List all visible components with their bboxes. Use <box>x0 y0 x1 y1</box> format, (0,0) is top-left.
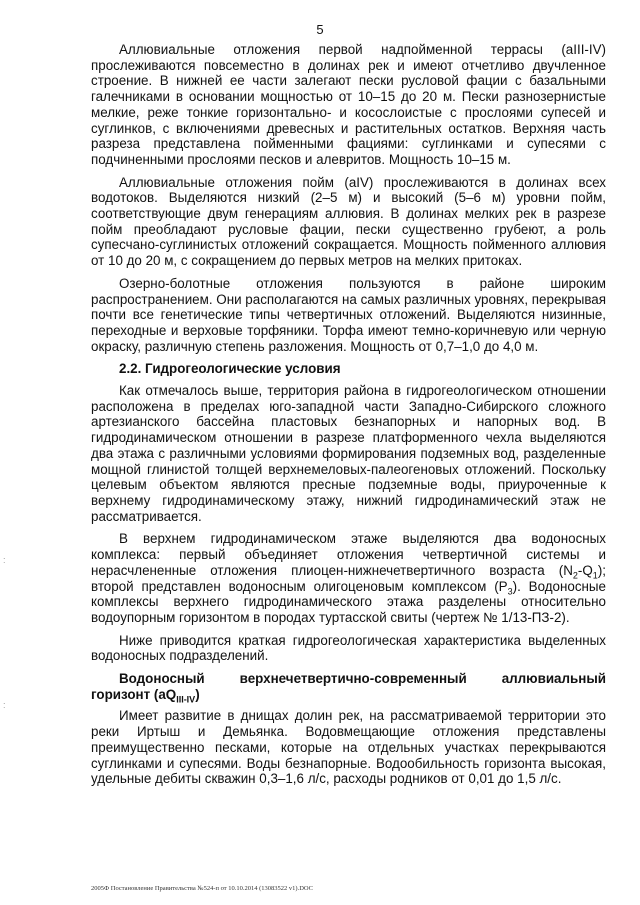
text-run: Аллювиальные отложения первой надпойменной террасы (aIII-IV) прослеживаются повсеместно в долинах рек и имеют отчетливо двучленное строение. В нижней ее части залегают пески русловой фации с базальными галечниками в основании мощностью от 10–15 до 20 м. Пески разнозернистые мелкие, реже тонкие горизонтально- и косослоистые с прослоями супесей и суглинков, с включениями древесных и растительных остатков. Верхняя часть разреза представлена пойменными фациями: суглинками и супесями с подчиненными прослоями песков и алевритов. Мощность 10–15 м. <box>91 42 606 167</box>
paragraph <box>91 276 606 355</box>
text-run: ) <box>195 686 200 702</box>
text-run: ). Водоносные комплексы верхнего гидродинамического этажа разделены относительно водоупорным горизонтом в породах туртасской свиты (чертеж № 1/13-ПЗ-2). <box>91 578 606 625</box>
footer-file-path: 2005Ф Постановление Правительства №524-п от 10.10.2014 (13083522 v1).DOC <box>91 885 313 892</box>
paragraph <box>91 531 606 625</box>
text-run: Как отмечалось выше, территория района в гидрогеологическом отношении расположена в пределах юго-западной части Западно-Сибирского сложного артезианского бассейна пластовых безнапорных и напорных вод. В гидродинамическом отношении в разрезе платформенного чехла выделяются два этажа с различными условиями формирования подземных вод, разделенные мощной глинистой толщей верхнемеловых-палеогеновых отложений. Поскольку целевым объектом являются пресные подземные воды, приуроченные к верхнему гидродинамическому этажу, нижний гидродинамический этаж не рассматривается. <box>91 383 606 524</box>
text-run: Ниже приводится краткая гидрогеологическая характеристика выделенных водоносных подразделений. <box>91 632 606 664</box>
subscript: 1 <box>592 570 598 581</box>
paragraph <box>91 383 606 524</box>
text-run: 2.2. Гидрогеологические условия <box>119 361 341 377</box>
section-heading <box>91 361 606 377</box>
text-run: Имеет развитие в днищах долин рек, на рассматриваемой территории это реки Иртыш и Демьянка. Водовмещающие отложения представлены преимущественно песками, которые на отдельных участках перекрываются суглинками и супесями. Воды безнапорные. Водообильность горизонта высокая, удельные дебиты скважин 0,3–1,6 л/с, расходы родников от 0,01 до 1,5 л/с. <box>91 708 606 787</box>
scan-edge-mark: : <box>3 700 6 710</box>
text-run: В верхнем гидродинамическом этаже выделяются два водоносных комплекса: первый объединяет отложения четвертичной системы и нерасчлененные отложения плиоцен-нижнечетвертичного возраста (N <box>91 531 606 578</box>
subscript: 2 <box>572 570 578 581</box>
page-number: 5 <box>316 22 324 37</box>
document-body <box>91 42 606 794</box>
text-run: Водоносный верхнечетвертично-современный аллювиальный горизонт (aQ <box>91 671 606 702</box>
scan-edge-mark: : <box>3 555 6 565</box>
text-run: Озерно-болотные отложения пользуются в районе широким распространением. Они располагаются на самых различных уровнях, перекрывая почти все генетические типы четвертичных отложений. Выделяются низинные, переходные и верховые торфяники. Торфа имеют темно-коричневую или черную окраску, различную степень разложения. Мощность от 0,7–1,0 до 4,0 м. <box>91 275 606 354</box>
paragraph <box>91 633 606 664</box>
subscript: III-IV <box>176 694 196 705</box>
paragraph <box>91 42 606 168</box>
paragraph <box>91 708 606 787</box>
subscript: 3 <box>507 586 513 597</box>
text-run: -Q <box>577 562 593 578</box>
text-run: ); второй представлен водоносным олигоценовым комплексом (P <box>91 562 606 594</box>
text-run: Аллювиальные отложения пойм (aIV) прослеживаются в долинах всех водотоков. Выделяются низкий (2–5 м) и высокий (5–6 м) уровни пойм, соответствующие двум генерациям аллювия. В долинах мелких рек в разрезе пойм преобладают русловые фации, пески существенно грубеют, а роль супесчано-суглинистых отложений сокращается. Мощность пойменного аллювия от 10 до 20 м, с сокращением до первых метров на мелких притоках. <box>91 174 606 269</box>
paragraph <box>91 175 606 269</box>
subsection-heading <box>91 671 606 705</box>
